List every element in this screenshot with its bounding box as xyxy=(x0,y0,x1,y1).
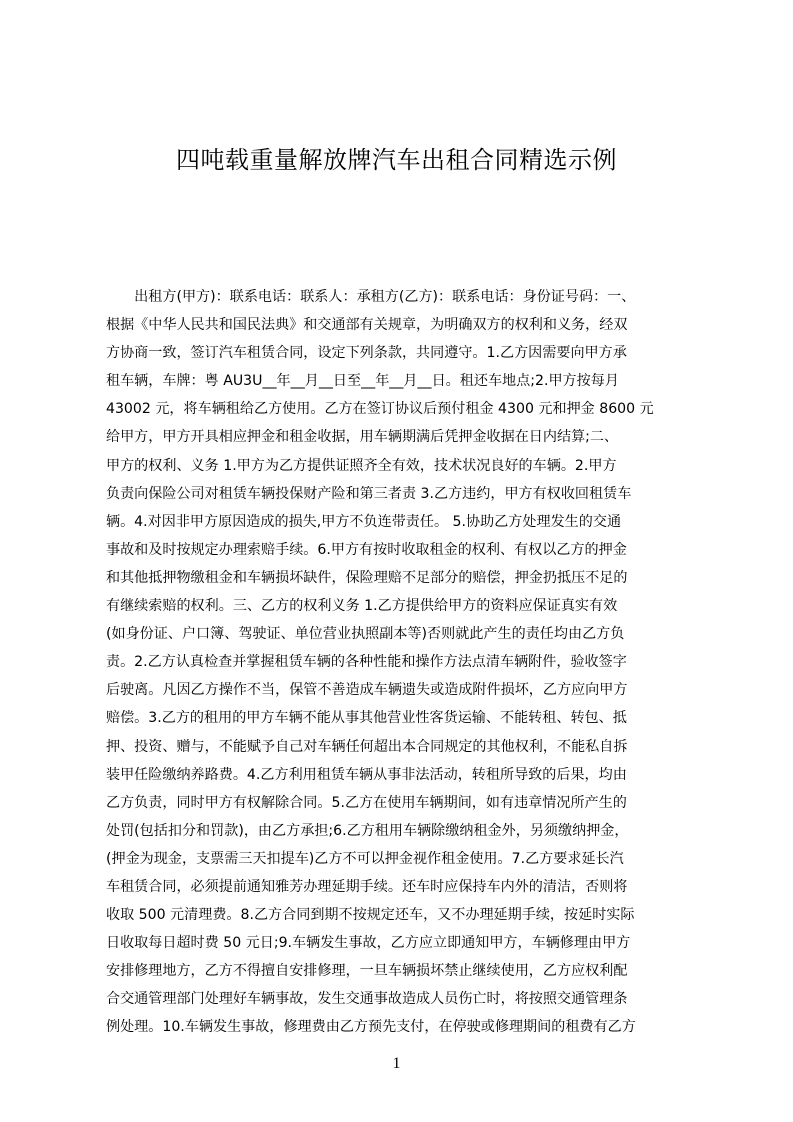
body-line: 出租方(甲方)：联系电话：联系人：承租方(乙方)：联系电话：身份证号码：一、 xyxy=(106,289,636,305)
body-line: 日收取每日超时费 50 元日;9.车辆发生事故，乙方应立即通知甲方，车辆修理由甲方 xyxy=(106,935,631,952)
body-line: 甲方的权利、义务 1.甲方为乙方提供证照齐全有效，技术状况良好的车辆。2.甲方 xyxy=(106,457,617,474)
body-line: (押金为现金，支票需三天扣提车)乙方不可以押金视作租金使用。7.乙方要求延长汽 xyxy=(106,850,624,867)
body-line: 赔偿。3.乙方的租用的甲方车辆不能从事其他营业性客货运输、不能转租、转包、抵 xyxy=(106,710,627,727)
body-line: 收取 500 元清理费。8.乙方合同到期不按规定还车，又不办理延期手续，按延时实际 xyxy=(106,907,635,924)
body-line: 事故和及时按规定办理索赔手续。6.甲方有按时收取租金的权利、有权以乙方的押金 xyxy=(106,541,627,558)
body-line: 负责向保险公司对租赁车辆投保财产险和第三者责 3.乙方违约，甲方有权收回租赁车 xyxy=(106,485,632,502)
body-line: 责。2.乙方认真检查并掌握租赁车辆的各种性能和操作方法点清车辆附件，验收签字 xyxy=(106,654,627,671)
body-line: 安排修理地方，乙方不得擅自安排修理，一旦车辆损坏禁止继续使用，乙方应权利配 xyxy=(106,963,628,980)
body-line: 处罚(包括扣分和罚款)，由乙方承担;6.乙方租用车辆除缴纳租金外，另须缴纳押金， xyxy=(106,822,629,839)
body-line: 根据《中华人民共和国民法典》和交通部有关规章，为明确双方的权利和义务，经双 xyxy=(106,317,628,334)
body-line: 押、投资、赠与，不能赋予自己对车辆任何超出本合同规定的其他权利，不能私自拆 xyxy=(106,738,628,755)
body-line: (如身份证、户口簿、驾驶证、单位营业执照副本等)否则就此产生的责任均由乙方负 xyxy=(106,626,625,643)
body-line: 后驶离。凡因乙方操作不当，保管不善造成车辆遗失或造成附件损坏，乙方应向甲方 xyxy=(106,682,628,699)
body-line: 给甲方，甲方开具相应押金和租金收据，用车辆期满后凭押金收据在日内结算;二、 xyxy=(106,429,619,446)
page-number: 1 xyxy=(392,1055,401,1072)
body-line: 例处理。10.车辆发生事故，修理费由乙方预先支付，在停驶或修理期间的租费有乙方 xyxy=(106,1019,636,1036)
body-line: 租车辆，车牌：粤 AU3U__年__月__日至__年__月__日。租还车地点;2.甲方按每月 xyxy=(106,373,619,390)
body-line: 43002 元，将车辆租给乙方使用。乙方在签订协议后预付租金 4300 元和押金 8600 元 xyxy=(106,401,654,418)
body-line: 合交通管理部门处理好车辆事故，发生交通事故造成人员伤亡时，将按照交通管理条 xyxy=(106,991,628,1008)
body-line: 方协商一致，签订汽车租赁合同，设定下列条款，共同遵守。1.乙方因需要向甲方承 xyxy=(106,345,627,362)
body-line: 辆。4.对因非甲方原因造成的损失,甲方不负连带责任。 5.协助乙方处理发生的交通 xyxy=(106,513,622,530)
body-line: 有继续索赔的权利。三、乙方的权利义务 1.乙方提供给甲方的资料应保证真实有效 xyxy=(106,598,618,615)
contract-body xyxy=(106,283,708,1042)
body-line: 和其他抵押物缴租金和车辆损坏缺件，保险理赔不足部分的赔偿，押金扔抵压不足的 xyxy=(106,569,628,586)
body-line: 车租赁合同，必须提前通知雅芳办理延期手续。还车时应保持车内外的清洁，否则将 xyxy=(106,878,628,895)
body-line: 装甲任险缴纳养路费。4.乙方利用租赁车辆从事非法活动，转租所导致的后果，均由 xyxy=(106,766,627,783)
body-line: 乙方负责，同时甲方有权解除合同。5.乙方在使用车辆期间，如有违章情况所产生的 xyxy=(106,794,627,811)
document-title: 四吨载重量解放牌汽车出租合同精选示例 xyxy=(176,146,617,174)
